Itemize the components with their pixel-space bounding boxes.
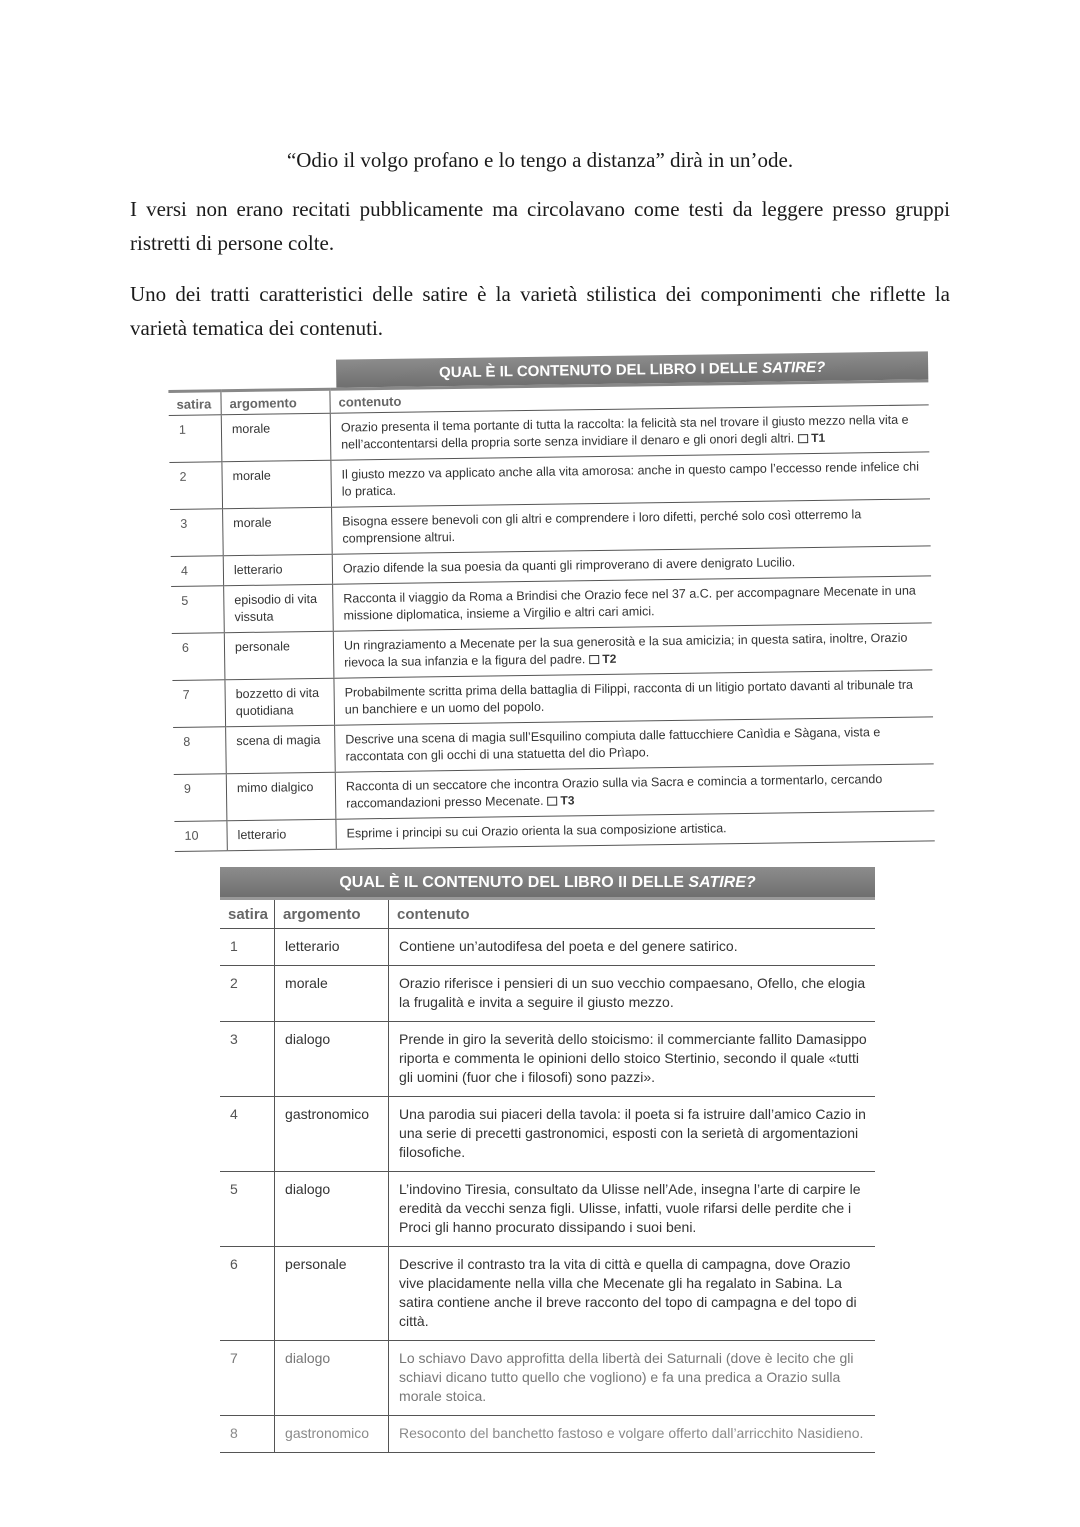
satira-number: 5 — [171, 586, 224, 634]
data-table — [220, 897, 875, 1453]
table-title — [220, 867, 875, 897]
text-reference — [589, 652, 616, 666]
argomento-cell: scena di magia — [226, 725, 336, 774]
table-row — [220, 1172, 875, 1247]
satira-number: 9 — [174, 774, 227, 822]
contenuto-cell: Probabilmente scritta prima della battaglia di Filippi, racconta di un litigio portato davanti al tribunale tra un banchiere e un uomo del popolo. — [334, 670, 933, 725]
header-contenuto: contenuto — [330, 381, 929, 413]
contenuto-cell: Resoconto del banchetto fastoso e volgare offerto dall’arricchito Nasidieno. — [389, 1416, 875, 1453]
table-row — [220, 1416, 875, 1453]
header-argomento: argomento — [275, 899, 389, 929]
argomento-cell: bozzetto di vita quotidiana — [225, 678, 335, 727]
reference-label: T1 — [811, 430, 826, 446]
table-row — [220, 1341, 875, 1416]
argomento-cell: letterario — [275, 929, 389, 966]
argomento-cell: letterario — [227, 819, 336, 851]
argomento-cell: dialogo — [275, 1022, 389, 1097]
contenuto-cell: Prende in giro la severità dello stoicismo: il commerciante fallito Damasippo riporta e commenta le opinioni dello stoico Stertinio, secondo il quale «tutti gli uomini (fuor che i filosofi) sono pazzi». — [389, 1022, 875, 1097]
contenuto-cell — [333, 623, 932, 678]
book-icon — [589, 655, 599, 664]
quote-line: “Odio il volgo profano e lo tengo a distanza” dirà in un’ode. — [286, 148, 794, 172]
header-row — [220, 899, 875, 929]
satira-number: 7 — [220, 1341, 275, 1416]
argomento-cell: gastronomico — [275, 1416, 389, 1453]
contenuto-text: Orazio presenta il tema portante di tutta la raccolta: la felicità sta nel trovare il giusto mezzo nella vita e nell’accontentarsi della propria sorte senza invidiare il denaro e gli onori degli altri. — [340, 412, 909, 452]
satira-number: 1 — [220, 929, 275, 966]
satira-number: 4 — [220, 1097, 275, 1172]
text-reference — [798, 431, 825, 445]
table-row — [220, 1097, 875, 1172]
table-libro-1 — [168, 351, 935, 852]
reference-label: T3 — [560, 793, 575, 808]
satira-number: 1 — [169, 415, 222, 463]
table-row — [220, 1247, 875, 1341]
table-libro-2 — [220, 867, 875, 1453]
argomento-cell: dialogo — [275, 1341, 389, 1416]
contenuto-cell: Una parodia sui piaceri della tavola: il poeta si fa istruire dall’amico Cazio in una serie di precetti gastronomici, esposti con la serietà di argomentazioni filosofiche. — [389, 1097, 875, 1172]
satira-number: 8 — [173, 727, 226, 775]
contenuto-text: Un ringraziamento a Mecenate per la sua generosità e la sua amicizia; in questa satira, inoltre, Orazio rievoca la sua infanzia e la figura del padre. — [343, 630, 908, 670]
paragraph-circolazione: I versi non erano recitati pubblicamente ma circolavano come testi da leggere presso gruppi ristretti di persone colte. — [130, 197, 950, 255]
data-table — [168, 379, 934, 852]
argomento-cell: morale — [222, 460, 332, 509]
satira-number: 4 — [171, 556, 224, 587]
contenuto-text: Racconta di un seccatore che incontra Orazio sulla via Sacra e comincia a tormentarlo, cercando raccomandazioni presso Mecenate. — [345, 772, 883, 811]
contenuto-cell: Descrive il contrasto tra la vita di città e quella di campagna, dove Orazio vive placidamente nella villa che Mecenate gli ha regalato in Sabina. La satira contiene anche il breve racconto del topo di campagna e del topo di città. — [389, 1247, 875, 1341]
table-title-italic: SATIRE? — [688, 874, 756, 891]
table-title-text: QUAL È IL CONTENUTO DEL LIBRO II DELLE — [339, 874, 684, 891]
contenuto-cell: Descrive una scena di magia sull’Esquilino compiuta dalle fattucchiere Canìdia e Sàgana, vista e raccontata con gli occhi di una statuetta del dio Prìapo. — [335, 717, 934, 772]
argomento-cell: personale — [224, 631, 334, 680]
contenuto-cell: Contiene un’autodifesa del poeta e del genere satirico. — [389, 929, 875, 966]
contenuto-cell — [335, 764, 934, 819]
argomento-cell: morale — [223, 507, 333, 556]
satira-number: 3 — [170, 509, 223, 557]
table-row — [220, 929, 875, 966]
satira-number: 5 — [220, 1172, 275, 1247]
argomento-cell: morale — [275, 966, 389, 1022]
contenuto-cell: Orazio riferisce i pensieri di un suo vecchio compaesano, Ofello, che elogia la frugalità e invita a seguire il giusto mezzo. — [389, 966, 875, 1022]
satira-number: 3 — [220, 1022, 275, 1097]
argomento-cell: episodio di vita vissuta — [224, 584, 334, 633]
argomento-cell: letterario — [223, 554, 332, 586]
header-argomento: argomento — [221, 389, 330, 415]
contenuto-cell: Bisogna essere benevoli con gli altri e comprendere i loro difetti, perché solo così otterremo la comprensione altrui. — [332, 499, 931, 554]
satira-number: 2 — [169, 462, 222, 510]
paragraph-varieta: Uno dei tratti caratteristici delle satire è la varietà stilistica dei componimenti che riflette la varietà tematica dei contenuti. — [130, 282, 950, 340]
contenuto-cell: Il giusto mezzo va applicato anche alla vita amorosa: anche in questo campo l’eccesso rende infelice chi lo pratica. — [331, 452, 930, 507]
satira-number: 2 — [220, 966, 275, 1022]
satira-number: 6 — [220, 1247, 275, 1341]
contenuto-cell: Racconta il viaggio da Roma a Brindisi che Orazio fece nel 37 a.C. per accompagnare Mecenate in una missione diplomatica, insieme a Virgilio e altri cari amici. — [333, 576, 932, 631]
header-contenuto: contenuto — [389, 899, 875, 929]
satira-number: 6 — [172, 633, 225, 681]
table-title-text: QUAL È IL CONTENUTO DEL LIBRO I DELLE — [438, 359, 759, 382]
contenuto-cell: Orazio difende la sua poesia da quanti gli rimproverano di avere denigrato Lucilio. — [332, 546, 931, 584]
contenuto-cell: Lo schiavo Davo approfitta della libertà dei Saturnali (dove è lecito che gli schiavi dicano tutto quello che vogliono) e fa una predica a Orazio sulla morale stoica. — [389, 1341, 875, 1416]
contenuto-cell — [330, 405, 929, 460]
argomento-cell: dialogo — [275, 1172, 389, 1247]
satira-number: 8 — [220, 1416, 275, 1453]
contenuto-cell: Esprime i principi su cui Orazio orienta la sua composizione artistica. — [336, 811, 935, 849]
table-row — [220, 966, 875, 1022]
satira-number: 10 — [174, 821, 227, 852]
reference-label: T2 — [602, 651, 617, 666]
table-row — [220, 1022, 875, 1097]
book-icon — [798, 434, 808, 443]
contenuto-cell: L’indovino Tiresia, consultato da Ulisse nell’Ade, insegna l’arte di carpire le eredità da vecchi senza figli. Ulisse, infatti, vuole rifarsi delle perdite che i Proci gli hanno procurato dissipando i suoi beni. — [389, 1172, 875, 1247]
header-satira: satira — [220, 899, 275, 929]
header-satira: satira — [168, 391, 221, 416]
argomento-cell: mimo dialgico — [226, 772, 336, 821]
argomento-cell: personale — [275, 1247, 389, 1341]
argomento-cell: morale — [221, 413, 331, 462]
table-title-italic: SATIRE? — [762, 358, 826, 377]
argomento-cell: gastronomico — [275, 1097, 389, 1172]
text-reference — [547, 793, 574, 807]
book-icon — [547, 797, 557, 806]
satira-number: 7 — [172, 680, 225, 728]
